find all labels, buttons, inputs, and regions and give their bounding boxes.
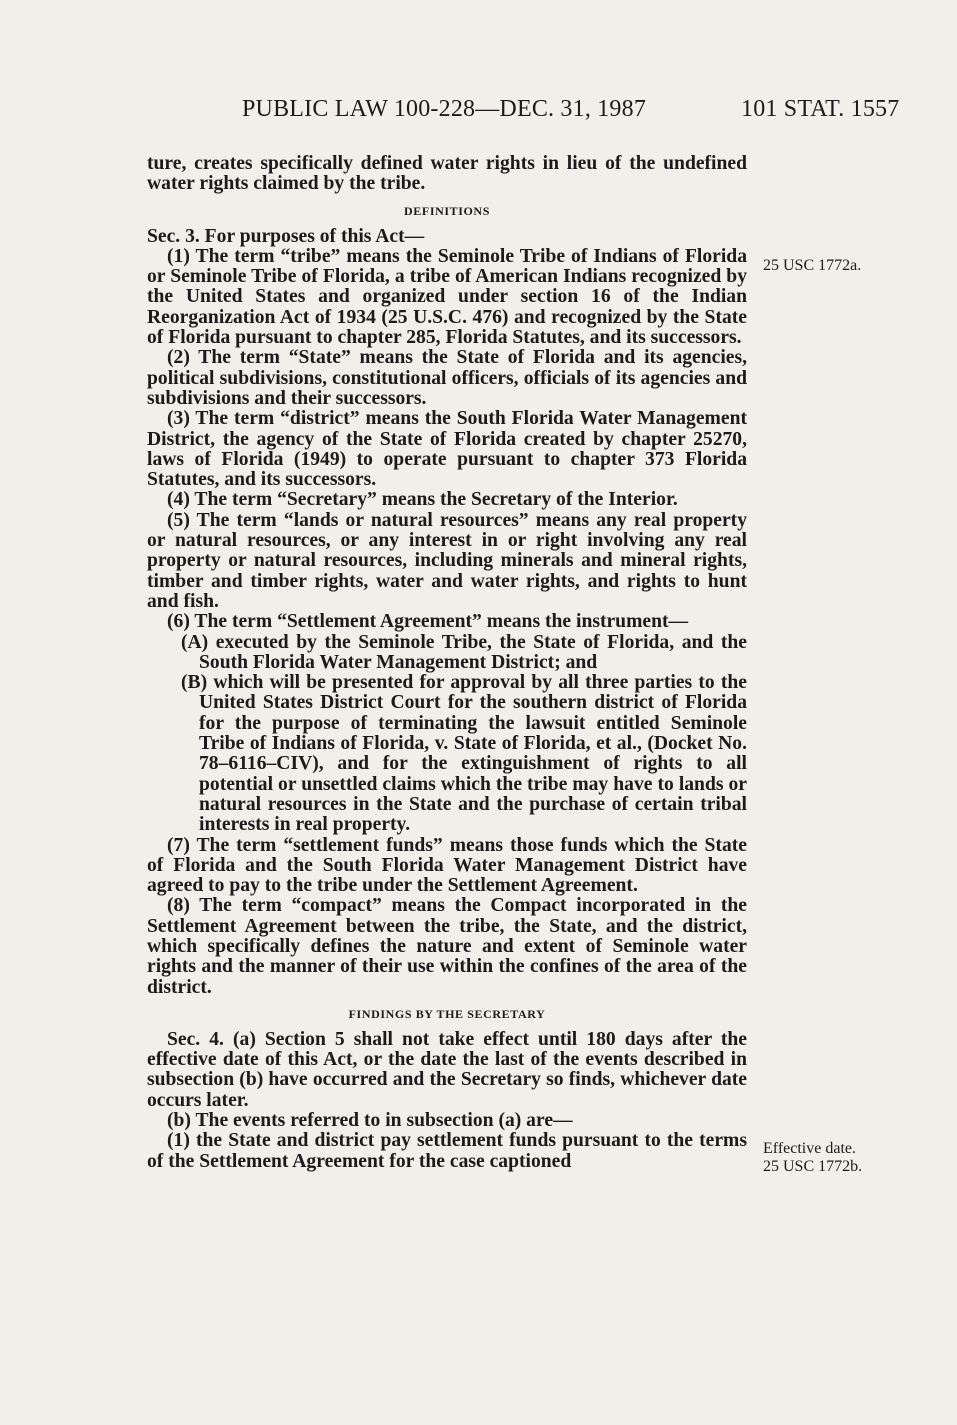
definition-3: (3) The term “district” means the South Florida Water Management District, the agency of the State of Florida created by chapter 25270, laws of Florida (1949) to operate pursuant to chapter 373 Florida Statutes, and its successors. <box>147 408 747 491</box>
definition-4: (4) The term “Secretary” means the Secretary of the Interior. <box>167 489 678 511</box>
statute-page-number: 101 STAT. 1557 <box>741 96 900 122</box>
definition-2: (2) The term “State” means the State of Florida and its agencies, political subdivisions, constitutional officers, officials of its agencies and subdivisions and their successors. <box>147 347 747 409</box>
findings-heading: FINDINGS BY THE SECRETARY <box>348 1006 546 1021</box>
section-3-heading: Sec. 3. For purposes of this Act— <box>147 225 425 247</box>
definition-7: (7) The term “settlement funds” means those funds which the State of Florida and the South Florida Water Management District have agreed to pay to the tribe under the Settlement Agreement. <box>147 834 747 897</box>
body-text <box>147 154 747 1172</box>
definition-6b: (B) which will be presented for approval by all three parties to the United States District Court for the southern district of Florida for the purpose of terminating the lawsuit entitled Seminole Tribe of Indians of Florida, v. State of Florida, et al., (Docket No. 78–6116–CIV), and for the extinguishment of rights to all potential or unsettled claims which the tribe may have to lands or natural resources in the State and the purchase of certain tribal interests in real property. <box>181 672 747 836</box>
header-title: PUBLIC LAW 100-228—DEC. 31, 1987 <box>242 96 647 122</box>
definition-6a: (A) executed by the Seminole Tribe, the State of Florida, and the South Florida Water Management District; and <box>181 631 747 673</box>
definition-5: (5) The term “lands or natural resources” means any real property or natural resources, or any interest in or right involving any real property or natural resources, including minerals and mineral rights, timber and timber rights, water and water rights, and rights to hunt and fish. <box>147 509 747 612</box>
definitions-heading: DEFINITIONS <box>404 203 490 218</box>
definition-6: (6) The term “Settlement Agreement” means the instrument— <box>167 611 689 633</box>
margin-effective-date: Effective date. <box>763 1140 856 1157</box>
margin-citation-sec3: 25 USC 1772a. <box>763 257 862 274</box>
margin-citation-sec4: 25 USC 1772b. <box>763 1158 863 1175</box>
intro-paragraph: ture, creates specifically defined water rights in lieu of the undefined water rights claimed by the tribe. <box>147 153 747 195</box>
definition-1: (1) The term “tribe” means the Seminole Tribe of Indians of Florida or Seminole Tribe of Florida, a tribe of American Indians recognized by the United States and organized under section 16 of the Indian Reorganization Act of 1934 (25 U.S.C. 476) and recognized by the State of Florida pursuant to chapter 285, Florida Statutes, and its successors. <box>147 245 747 349</box>
section-4b1: (1) the State and district pay settlement funds pursuant to the terms of the Settlement Agreement for the case captioned <box>147 1130 747 1172</box>
section-4a: Sec. 4. (a) Section 5 shall not take effect until 180 days after the effective date of this Act, or the date the last of the events described in subsection (b) have occurred and the Secretary so finds, whichever date occurs later. <box>147 1028 747 1111</box>
section-4b: (b) The events referred to in subsection (a) are— <box>167 1110 573 1132</box>
definition-8: (8) The term “compact” means the Compact incorporated in the Settlement Agreement between the tribe, the State, and the district, which specifically defines the nature and extent of Seminole water rights and the manner of their use within the confines of the area of the district. <box>147 895 747 998</box>
